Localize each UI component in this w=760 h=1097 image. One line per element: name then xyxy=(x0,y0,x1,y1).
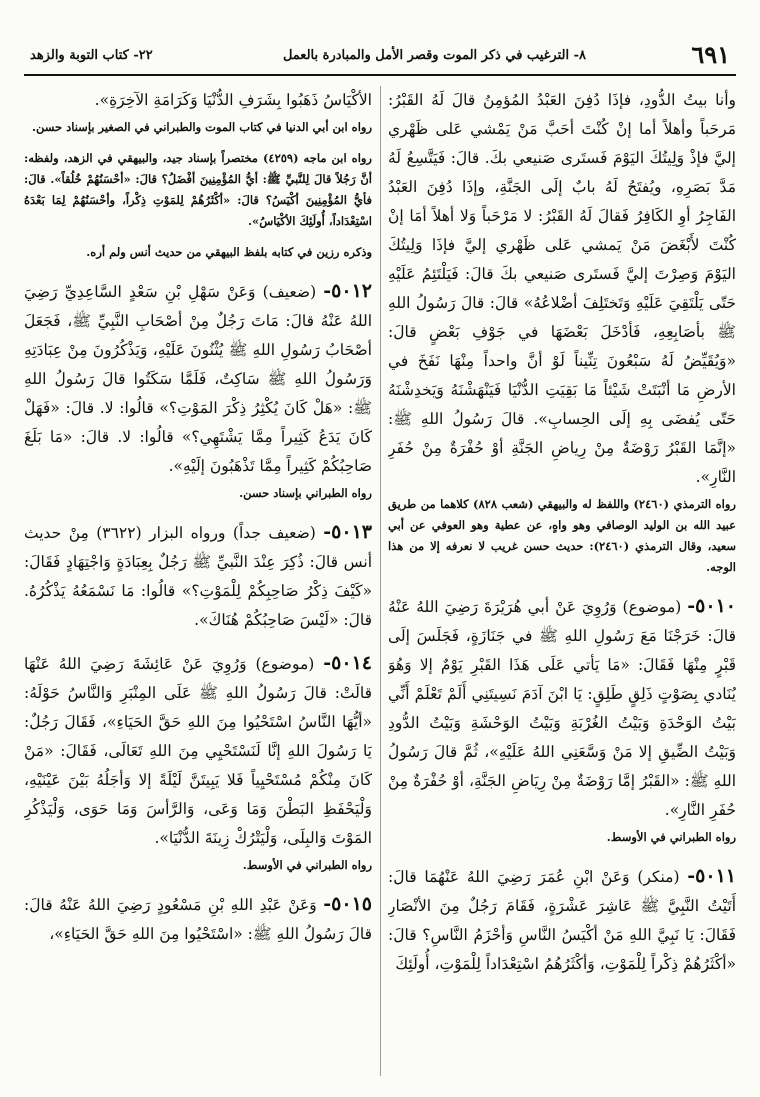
hadith-text: (منكر) وَعَنْ ابْنِ عُمَرَ رَضِيَ اللهُ عَنْهُمَا قالَ: أَتَيْتُ النَّبِيَّ ﷺ عَاشِرَ عَشْرَةٍ، فَقَامَ رَجُلٌ مِنَ الأنْصَارِ فَقَالَ: يَا نَبِيَّ اللهِ مَنْ أكْيَسُ النَّاسِ وَأحْزَمُ النَّاسِ؟ قالَ: «أكْثَرُهُمْ ذِكْراً لِلْمَوْتِ، وَأكْثَرُهُمُ اسْتِعْدَاداً لِلْمَوْتِ، أُولَئِكَ xyxy=(388,868,736,973)
hadith-5010 xyxy=(388,592,736,848)
chapter-title: ٨- الترغيب في ذكر الموت وقصر الأمل والمبادرة بالعمل xyxy=(282,48,586,63)
note-2: رواه ابن ماجه (٤٢٥٩) مختصراً بإسناد جيد، والبيهقي في الزهد، ولفظه: أنَّ رَجُلاً قالَ لِلنَّبيِّ ﷺ: أيُّ المُؤْمِنِينَ أفْضَلُ؟ قالَ: «أحْسَنُهُمْ خُلُقاً». قالَ: فأيُّ المُؤْمِنِينَ أكْيَسُ؟ قالَ: «أكْثَرُهُمْ لِلمَوْتِ ذِكْراً، وأحْسَنُهُمْ لِمَا بَعْدَهُ اسْتِعْدَاداً، أُولَئِكَ الأكْيَاسُ». xyxy=(24,151,372,228)
page-header xyxy=(24,40,736,76)
hadith-source: رواه الطبراني في الأوسط. xyxy=(606,830,736,844)
right-column xyxy=(388,86,736,1076)
hadith-5015 xyxy=(24,890,372,949)
hadith-text: وَعَنْ عَبْدِ اللهِ بْنِ مَسْعُودٍ رَضِيَ اللهُ عَنْهُ قالَ: قالَ رَسُولُ اللهِ ﷺ: «اسْتَحْيُوا مِنَ اللهِ حَقَّ الحَيَاءِ»، xyxy=(24,896,372,943)
hadith-number: ٥٠١٣- xyxy=(323,521,372,543)
hadith-number: ٥٠١١- xyxy=(687,865,736,887)
hadith-5011 xyxy=(388,862,736,979)
book-page xyxy=(24,40,736,1080)
hadith-number: ٥٠١٠- xyxy=(687,595,736,617)
hadith-text: (موضوع) وَرُوِيَ عَنْ عَائِشَةَ رَضِيَ اللهُ عَنْهَا قالَتْ: قالَ رَسُولُ اللهِ ﷺ عَلَى المِنْبَرِ وَالنَّاسُ حَوْلَهُ: «أيُّهَا النَّاسُ اسْتَحْيُوا مِنَ اللهِ حَقَّ الحَيَاءِ»، فَقَالَ رَجُلٌ: يَا رَسُولَ اللهِ إنَّا لَنَسْتَحْيِي مِنَ اللهِ تَعَالَى، فَقَالَ: «مَنْ كَانَ مِنْكُمْ مُسْتَحْيِياً فَلا يَبِيتَنَّ لَيْلَةً إلا وَأجَلُهُ بَيْنَ عَيْنَيْهِ، وَلْيَحْفَظِ البَطْنَ وَمَا وَعَى، وَالرَّأسَ وَمَا حَوَى، وَلْيَذْكُرِ المَوْتَ وَالبِلَى، وَلْيَتْرُكْ زِينَةَ الدُّنْيَا». xyxy=(24,655,372,847)
hadith-source: رواه الطبراني بإسناد حسن. xyxy=(239,486,372,500)
hadith-text: (ضعيف جداً) ورواه البزار (٣٦٢٢) مِنْ حديث أنس قالَ: ذُكِرَ عِنْدَ النَّبيِّ ﷺ رَجُلٌ بِعِبَادَةٍ وَاجْتِهَادٍ فَقَالَ: «كَيْفَ ذِكْرُ صَاحِبِكُمْ لِلْمَوْتِ؟» قالُوا: مَا نَسْمَعُهُ يَذْكُرُهُ. قالَ: «لَيْسَ صَاحِبُكُمْ هُنَاكَ». xyxy=(24,524,372,629)
continuation-text: وأنا بيتُ الدُّودِ، فإذَا دُفِنَ العَبْدُ المُؤمِنُ قالَ لَهُ القَبْرُ: مَرحَباً وأهلاً أما إنْ كُنْتَ أحَبَّ مَنْ يَمْشي عَلى ظَهْري إليَّ فإذْ وَلِيتُكَ اليَوْمَ فَستَرى صَنيعي بكَ. قالَ: فَيَتَّسِعُ لَهُ مَدَّ بَصَرِهِ، ويُفتَحُ لَهُ بابٌ إلَى الجَنَّةِ، وإذَا دُفِنَ العَبْدُ الفَاجِرُ أوِ الكَافِرُ فَقالَ لَهُ القَبْرُ: لا مَرْحَباً وَلا أهلاً أمَا إنْ كُنْتَ لأَبْغَضَ مَنْ يَمشي عَلى ظَهْري إليَّ فإذَا وَلِيتُكَ اليَوْمَ وَصِرْتَ إليَّ فَستَرى صَنيعي بكَ قالَ: فَيَلْتَئِمُ عَلَيْهِ حَتّى يَلْتَقِيَ عَلَيْهِ وَتَختَلِفَ أضْلاعُهُ» قالَ: قالَ رَسُولُ اللهِ ﷺ بأصَابِعِهِ، فَأدْخَلَ بَعْضَهَا في جَوْفِ بَعْضٍ قالَ: «وَيُقَيِّضُ لَهُ سَبْعُونَ تِنِّيناً لَوْ أنَّ واحداً مِنْهَا نَفَخَ في الأرضِ مَا أنْبَتَتْ شَيْئاً مَا بَقِيَتِ الدُّنْيَا فَيَنْهَشْنَهُ وَيَخدِشْنَهُ حَتّى يُفضَى بِهِ إلَى الحِسابِ». قالَ رَسُولُ اللهِ ﷺ: «إنَّمَا القَبْرُ رَوْضَةٌ مِنْ رِياضِ الجَنَّةِ أوْ حُفْرَةٌ مِنْ حُفَرِ النَّارِ». xyxy=(388,91,736,486)
source-note: رواه الترمذي (٢٤٦٠) واللفظ له والبيهقي (شعب ٨٢٨) كلاهما من طريق عبيد الله بن الوليد الوصافي وهو واهٍ، عن عطية وهو العوفي عن أبي سعيد، وقال الترمذي (٢٤٦٠): حديث حسن غريب لا نعرفه إلا من هذا الوجه. xyxy=(388,497,736,574)
page-number: ٦٩١ xyxy=(691,40,730,69)
continuation-text: الأكْيَاسُ ذَهَبُوا بِشَرَفِ الدُّنْيَا وَكَرَامَةِ الآخِرَةِ». xyxy=(94,91,372,109)
hadith-text: (موضوع) وَرُوِيَ عَنْ أبي هُرَيْرَةَ رَضِيَ اللهُ عَنْهُ قالَ: خَرَجْنَا مَعَ رَسُولِ اللهِ ﷺ في جَنَازَةٍ، فَجَلَسَ إلَى قَبْرٍ مِنْهَا فَقَالَ: «مَا يَأتي عَلَى هَذَا القَبْرِ يَوْمٌ إلا وَهُوَ يُنَادي بِصَوْتٍ ذَلِقٍ طَلِقٍ: يَا ابْنَ آدَمَ نَسِيتَنِي أَلَمْ تَعْلَمْ أَنِّي بَيْتُ الوَحْدَةِ وَبَيْتُ الغُرْبَةِ وَبَيْتُ الوَحْشَةِ وَبَيْتُ الدُّودِ وَبَيْتُ الضِّيقِ إلا مَنْ وَسَّعَنِي اللهُ عَلَيْهِ»، ثُمَّ قالَ رَسُولُ اللهِ ﷺ: «القَبْرُ إمَّا رَوْضَةٌ مِنْ رِيَاضِ الجَنَّةِ، أوْ حُفْرَةٌ مِنْ حُفَرِ النَّارِ». xyxy=(388,598,736,819)
hadith-5012 xyxy=(24,277,372,504)
note-3: وذكره رزين في كتابه بلفظ البيهقي من حديث أنس ولم أره. xyxy=(86,245,372,259)
hadith-number: ٥٠١٢- xyxy=(323,280,372,302)
left-column xyxy=(24,86,372,1076)
hadith-number: ٥٠١٤- xyxy=(323,652,372,674)
hadith-5014 xyxy=(24,649,372,876)
hadith-number: ٥٠١٥- xyxy=(323,893,372,915)
hadith-5013 xyxy=(24,518,372,635)
hadith-source: رواه الطبراني في الأوسط. xyxy=(242,858,372,872)
book-title: ٢٢- كتاب التوبة والزهد xyxy=(30,48,153,63)
hadith-text: (ضعيف) وَعَنْ سَهْلِ بْنِ سَعْدٍ السَّاعِدِيِّ رَضِيَ اللهُ عَنْهُ قالَ: مَاتَ رَجُلٌ مِنْ أصْحَابِ النَّبِيِّ ﷺ، فَجَعَلَ أصْحَابُ رَسُولِ اللهِ ﷺ يُثْنُونَ عَلَيْهِ، وَيَذْكُرُونَ مِنْ عِبَادَتِهِ وَرَسُولُ اللهِ ﷺ سَاكِتٌ، فَلَمَّا سَكَتُوا قالَ رَسُولُ اللهِ ﷺ: «هَلْ كَانَ يُكْثِرُ ذِكْرَ المَوْتِ؟» قالُوا: لا. قالَ: «فَهَلْ كَانَ يَدَعُ كَثِيراً مِمَّا يَشْتَهِي؟» قالُوا: لا. قالَ: «مَا بَلَغَ صَاحِبُكُمْ كَثِيراً مِمَّا تَذْهَبُونَ إلَيْهِ». xyxy=(24,283,372,475)
note-1: رواه ابن أبي الدنيا في كتاب الموت والطبراني في الصغير بإسناد حسن. xyxy=(31,120,372,134)
column-divider xyxy=(380,86,381,1076)
